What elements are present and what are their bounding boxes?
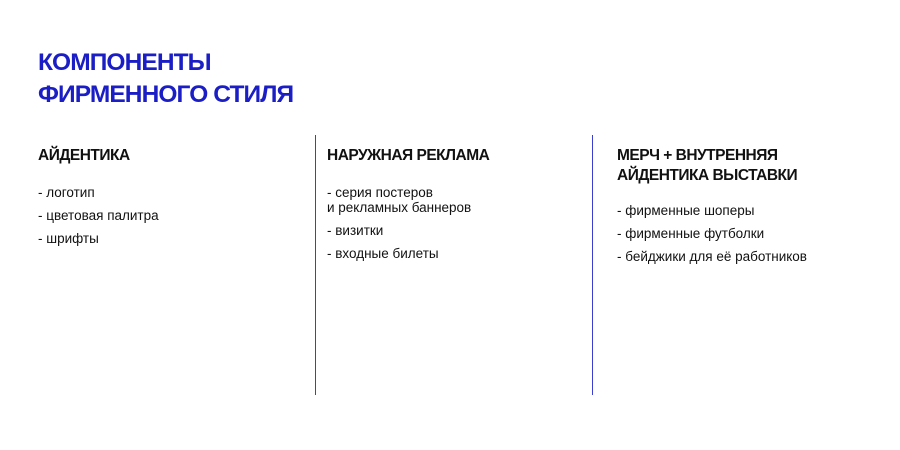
list-item — [617, 203, 887, 218]
list-item — [327, 185, 577, 215]
list-item-line: - визитки — [327, 223, 384, 238]
list-item — [38, 208, 288, 223]
list-item — [617, 249, 887, 264]
list-item-line: - фирменные шоперы — [617, 203, 755, 218]
column-heading-line: АЙДЕНТИКА — [38, 147, 130, 164]
column-heading — [38, 146, 288, 166]
column-heading — [617, 146, 887, 186]
list-item — [327, 246, 577, 261]
list-item-line: - входные билеты — [327, 246, 439, 261]
list-item — [38, 231, 288, 246]
column-heading-line: АЙДЕНТИКА ВЫСТАВКИ — [617, 167, 798, 184]
page-title-line-2: ФИРМЕННОГО СТИЛЯ — [38, 81, 294, 108]
list-item-line: - фирменные футболки — [617, 226, 765, 241]
column-heading-line: МЕРЧ + ВНУТРЕННЯЯ — [617, 147, 778, 164]
column-identity — [38, 146, 288, 254]
column-divider — [592, 135, 593, 395]
list-item-line: - логотип — [38, 185, 95, 200]
list-item-line: - бейджики для её работников — [617, 249, 807, 264]
column-outdoor-ads — [327, 146, 577, 269]
list-item-line: и рекламных баннеров — [327, 200, 472, 215]
column-list — [617, 203, 887, 264]
list-item-line: - шрифты — [38, 231, 99, 246]
page-title — [38, 47, 293, 111]
column-merch — [617, 146, 887, 272]
column-list — [327, 185, 577, 261]
column-heading-line: НАРУЖНАЯ РЕКЛАМА — [327, 147, 490, 164]
list-item — [327, 223, 577, 238]
column-divider — [315, 135, 316, 395]
list-item-line: - цветовая палитра — [38, 208, 159, 223]
column-heading — [327, 146, 577, 166]
list-item-line: - серия постеров — [327, 185, 433, 200]
page-title-line-1: КОМПОНЕНТЫ — [38, 49, 211, 76]
column-list — [38, 185, 288, 246]
list-item — [617, 226, 887, 241]
list-item — [38, 185, 288, 200]
